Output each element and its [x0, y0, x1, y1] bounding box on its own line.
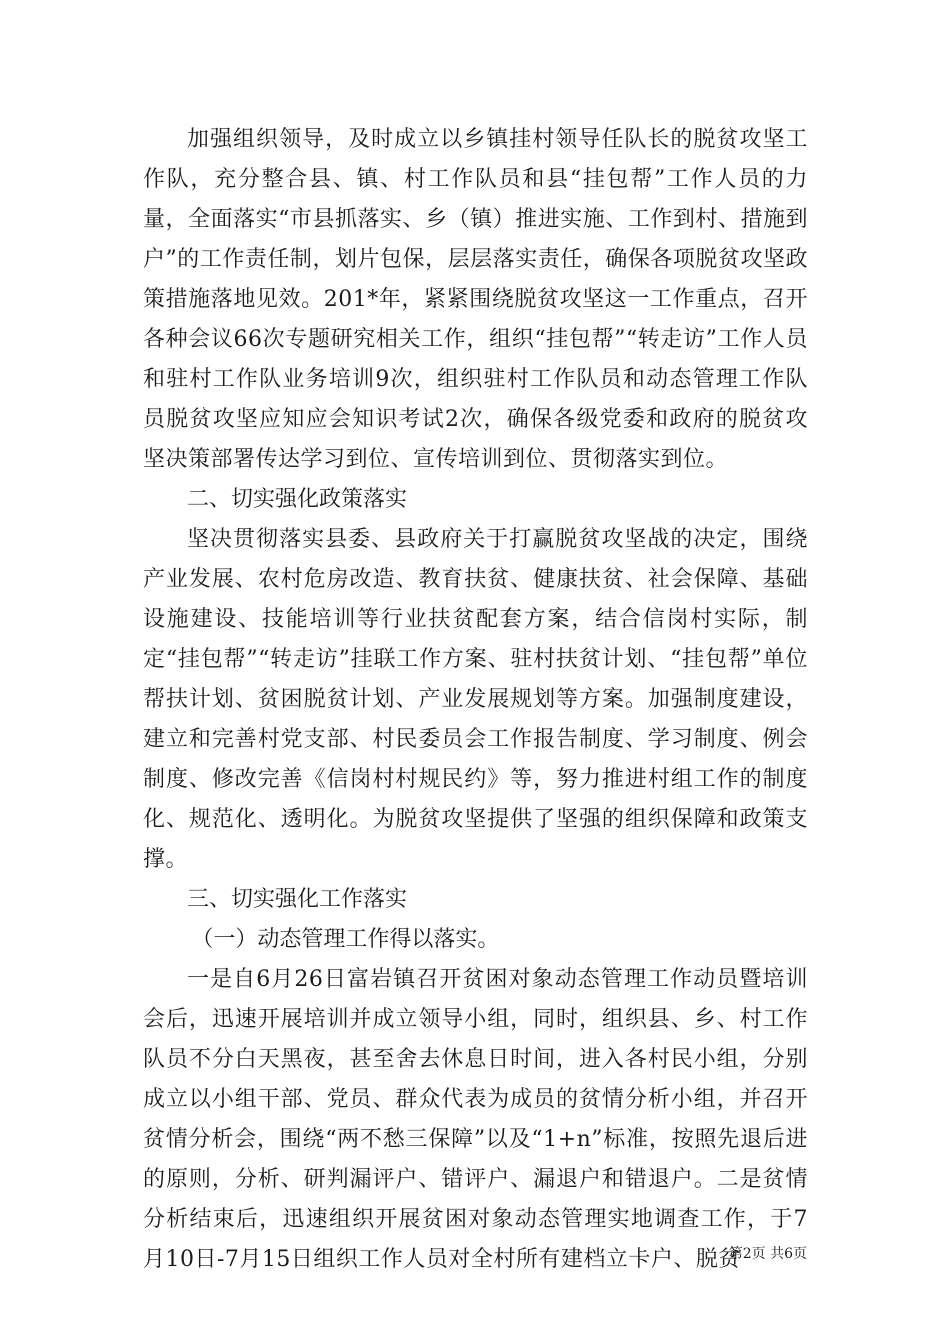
sub-heading-dynamic-management: （一）动态管理工作得以落实。	[191, 927, 500, 952]
paragraph-policy-implementation: 坚决贯彻落实县委、县政府关于打赢脱贫攻坚战的决定，围绕产业发展、农村危房改造、教育扶贫、健康扶贫、社会保障、基础设施建设、技能培训等行业扶贫配套方案，结合信岗村实际，制定“挂包帮”“转走访”挂联工作方案、驻村扶贫计划、“挂包帮”单位帮扶计划、贫困脱贫计划、产业发展规划等方案。加强制度建设，建立和完善村党支部、村民委员会工作报告制度、学习制度、例会制度、修改完善《信岗村村规民约》等，努力推进村组工作的制度化、规范化、透明化。为脱贫攻坚提供了坚强的组织保障和政策支撑。	[143, 527, 808, 872]
page-number: 第2页 共6页	[728, 1246, 807, 1262]
document-body	[143, 120, 808, 1280]
section-heading-work: 三、切实强化工作落实	[187, 887, 408, 912]
paragraph-dynamic-management: 一是自6月26日富岩镇召开贫困对象动态管理工作动员暨培训会后，迅速开展培训并成立领导小组，同时，组织县、乡、村工作队员不分白天黑夜，甚至舍去休息日时间，进入各村民小组，分别成立以小组干部、党员、群众代表为成员的贫情分析小组，并召开贫情分析会，围绕“两不愁三保障”以及“1+n”标准，按照先退后进的原则，分析、研判漏评户、错评户、漏退户和错退户。二是贫情分析结束后，迅速组织开展贫困对象动态管理实地调查工作，于7月10日-7月15日组织工作人员对全村所有建档立卡户、脱贫	[143, 967, 808, 1272]
paragraph-organization-leadership: 加强组织领导，及时成立以乡镇挂村领导任队长的脱贫攻坚工作队，充分整合县、镇、村工作队员和县“挂包帮”工作人员的力量，全面落实“市县抓落实、乡（镇）推进实施、工作到村、措施到户”的工作责任制，划片包保，层层落实责任，确保各项脱贫攻坚政策措施落地见效。201*年，紧紧围绕脱贫攻坚这一工作重点，召开各种会议66次专题研究相关工作，组织“挂包帮”“转走访”工作人员和驻村工作队业务培训9次，组织驻村工作队员和动态管理工作队员脱贫攻坚应知应会知识考试2次，确保各级党委和政府的脱贫攻坚决策部署传达学习到位、宣传培训到位、贯彻落实到位。	[143, 127, 808, 472]
section-heading-policy: 二、切实强化政策落实	[187, 487, 408, 512]
